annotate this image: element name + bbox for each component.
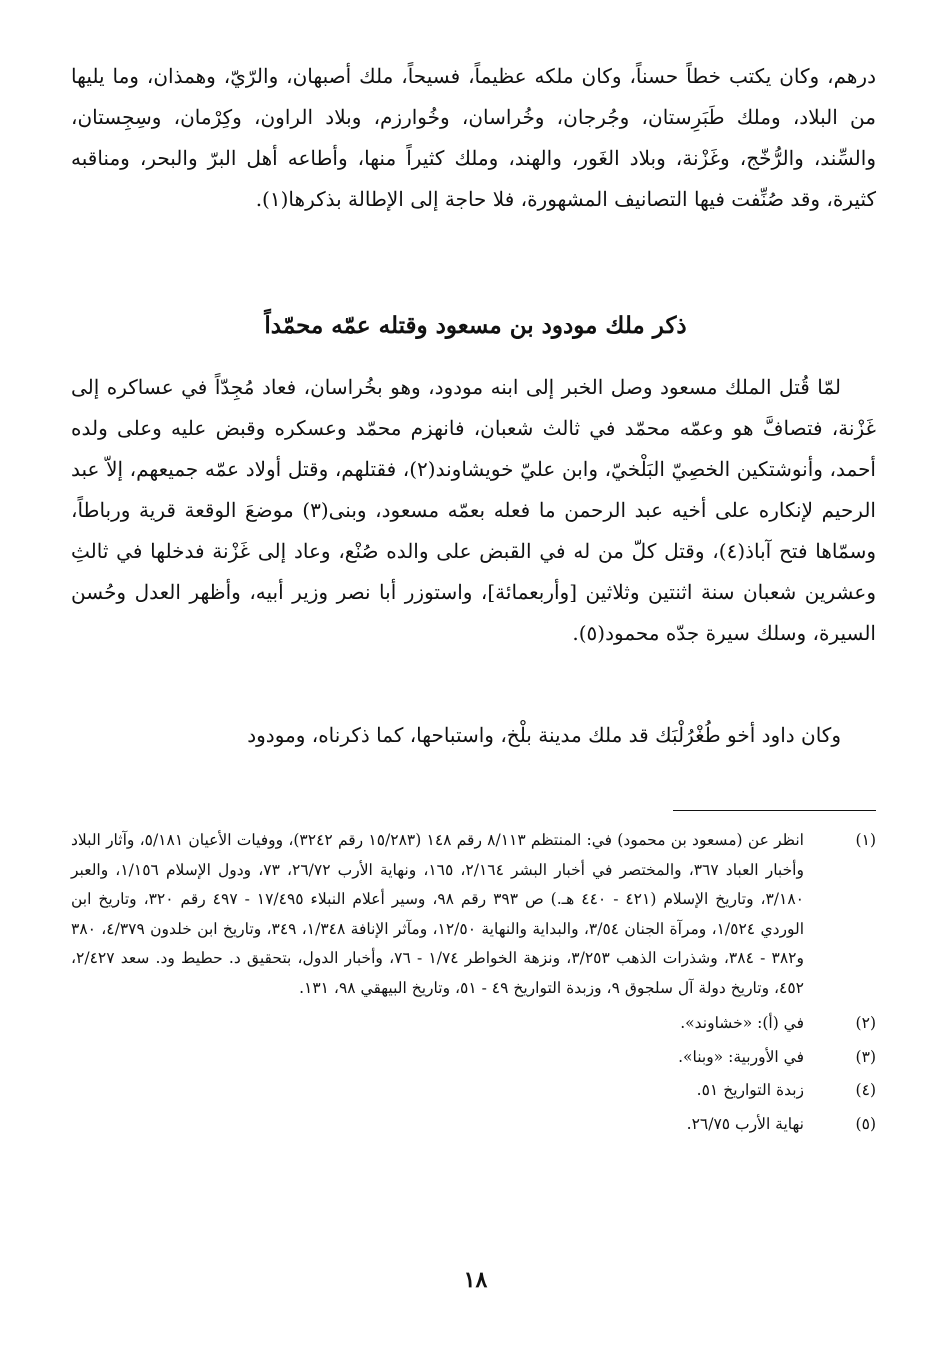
footnote-4 bbox=[71, 1076, 876, 1106]
footnote-5 bbox=[71, 1110, 876, 1140]
section-heading: ذكر ملك مودود بن مسعود وقتله عمّه محمّداً bbox=[264, 312, 687, 339]
footnote-number: (٢) bbox=[855, 1014, 876, 1032]
footnote-text: في الأوربية: «وبنا». bbox=[678, 1047, 804, 1066]
footnote-divider bbox=[673, 810, 876, 811]
footnote-2 bbox=[71, 1009, 876, 1039]
footnotes-section bbox=[71, 826, 876, 1139]
footnote-number: (١) bbox=[855, 831, 876, 849]
top-paragraph: درهم، وكان يكتب خطاً حسناً، وكان ملكه عظيماً، فسيحاً، ملك أصبهان، والرّيّ، وهمذان، وما يليها من البلاد، وملك طَبَرِستان، وجُرجان، وخُراسان، وخُوارزم، وبلاد الراون، وكِرْمان، وسِجِستان، والسِّند، والرُّخّج، وغَزْنة، وبلاد الغَور، والهند، وملك كثيراً منها، وأطاعه أهل البرّ والبحر، ومناقبه كثيرة، وقد صُنِّفت فيها التصانيف المشهورة، فلا حاجة إلى الإطالة بذكرها(١). bbox=[71, 64, 876, 211]
page-number: ١٨ bbox=[463, 1267, 488, 1293]
footnote-1 bbox=[71, 826, 876, 1003]
footnote-text: في (أ): «خشاوند». bbox=[680, 1014, 804, 1032]
footnote-text: انظر عن (مسعود بن محمود) في: المنتظم ٨/١١٣ رقم ١٤٨ (١٥/٢٨٣ رقم ٣٢٤٢)، ووفيات الأعيان ٥/١٨١، وآثار البلاد وأخبار العباد ٣٦٧، والمختصر في أخبار البشر ٢/١٦٤، ١٦٥، ونهاية الأرب ٢٦/٧٢، ٧٣، ودول الإسلام ١/١٥٦، والعبر ٣/١٨٠، وتاريخ الإسلام (٤٢١ - ٤٤٠ هـ.) ص ٣٩٣ رقم ٩٨، وسير أعلام النبلاء ١٧/٤٩٥ - ٤٩٧ رقم ٣٢٠، وتاريخ ابن الوردي ١/٥٢٤، ومرآة الجنان ٣/٥٤، والبداية والنهاية ١٢/٥٠، ومآثر الإنافة ١/٣٤٨، ٣٤٩، وتاريخ ابن خلدون ٤/٣٧٩، ٣٨٠ و٣٨٢ - ٣٨٤، وشذرات الذهب ٣/٢٥٣، ونزهة الخواطر ١/٧٤ - ٧٦، وأخبار الدول، بتحقيق د. حطيط ود. سعد ٢/٤٢٧، ٤٥٢، وتاريخ دولة آل سلجوق ٩، وزبدة التواريخ ٤٩ - ٥١، وتاريخ البيهقي ٩٨، ١٣١. bbox=[71, 831, 805, 997]
footnote-text: نهاية الأرب ٢٦/٧٥. bbox=[686, 1114, 804, 1133]
body-paragraph-1: لمّا قُتل الملك مسعود وصل الخبر إلى ابنه مودود، وهو بخُراسان، فعاد مُجِدّاً في عساكره إلى غَزْنة، فتصافَّ هو وعمّه محمّد في ثالث شعبان، فانهزم محمّد وعسكره وقبض عليه وعلى ولده أحمد، وأنوشتكين الخصِيّ البَلْخيّ، وابن عليّ خويشاوند(٢)، فقتلهم، وقتل أولاد عمّه جميعهم، إلاّ عبد الرحيم لإنكاره على أخيه عبد الرحمن ما فعله بعمّه مسعود، وبنى(٣) موضعَ الوقعة قرية ورباطاً، وسمّاها فتح آباذ(٤)، وقتل كلّ من له في القبض على والده صُنْع، وعاد إلى غَزْنة فدخلها في ثالثِ وعشرين شعبان سنة اثنتين وثلاثين [وأربعمائة]، واستوزر أبا نصر وزير أبيه، وأظهر العدل وحُسن السيرة، وسلك سيرة جدّه محمود(٥). bbox=[71, 375, 877, 645]
footnote-3 bbox=[71, 1043, 876, 1073]
footnote-text: زبدة التواريخ ٥١. bbox=[696, 1081, 804, 1099]
body-paragraph-2: وكان داود أخو طُغْرُلْبَك قد ملك مدينة بلْخ، واستباحها، كما ذكرناه، ومودود bbox=[247, 723, 841, 747]
footnote-number: (٣) bbox=[855, 1047, 876, 1066]
footnote-number: (٥) bbox=[855, 1114, 876, 1133]
footnote-number: (٤) bbox=[855, 1081, 876, 1099]
